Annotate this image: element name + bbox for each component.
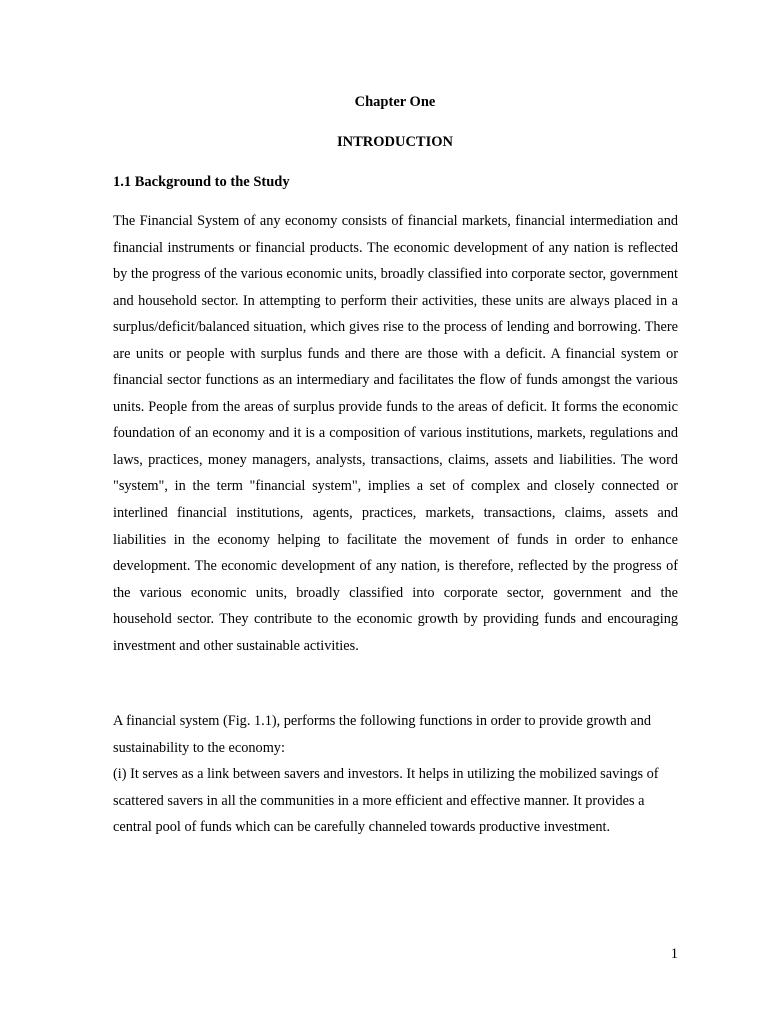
section-heading: 1.1 Background to the Study bbox=[113, 174, 290, 190]
page-number: 1 bbox=[670, 946, 678, 962]
body-paragraph: The Financial System of any economy consists of financial markets, financial intermediation and financial instruments or financial products. The economic development of any nation is reflected by the progress of the various economic units, broadly classified into corporate sector, government and household sector. In attempting to perform their activities, these units are always placed in a surplus/deficit/balanced situation, which gives rise to the process of lending and borrowing. There are units or people with surplus funds and there are those with a deficit. A financial system or financial sector functions as an intermediary and facilitates the flow of funds amongst the various units. People from the areas of surplus provide funds to the areas of deficit. It forms the economic foundation of an economy and it is a composition of various institutions, markets, regulations and laws, practices, money managers, analysts, transactions, claims, assets and liabilities. The word "system", in the term "financial system", implies a set of complex and closely connected or interlined financial institutions, agents, practices, markets, transactions, claims, assets and liabilities in the economy helping to facilitate the movement of funds in order to enhance development. The economic development of any nation, is therefore, reflected by the progress of the various economic units, broadly classified into corporate sector, government and the household sector. They contribute to the economic growth by providing funds and encouraging investment and other sustainable activities. bbox=[113, 213, 678, 654]
chapter-title: INTRODUCTION bbox=[336, 134, 453, 150]
chapter-label: Chapter One bbox=[354, 94, 436, 110]
functions-paragraph bbox=[113, 708, 678, 841]
function-item-1: (i) It serves as a link between savers and investors. It helps in utilizing the mobilized savings of scattered savers in all the communities in a more efficient and effective manner. It provides a central pool of funds which can be carefully channeled towards productive investment. bbox=[113, 766, 659, 835]
functions-intro: A financial system (Fig. 1.1), performs the following functions in order to provide growth and sustainability to the economy: bbox=[113, 713, 652, 756]
